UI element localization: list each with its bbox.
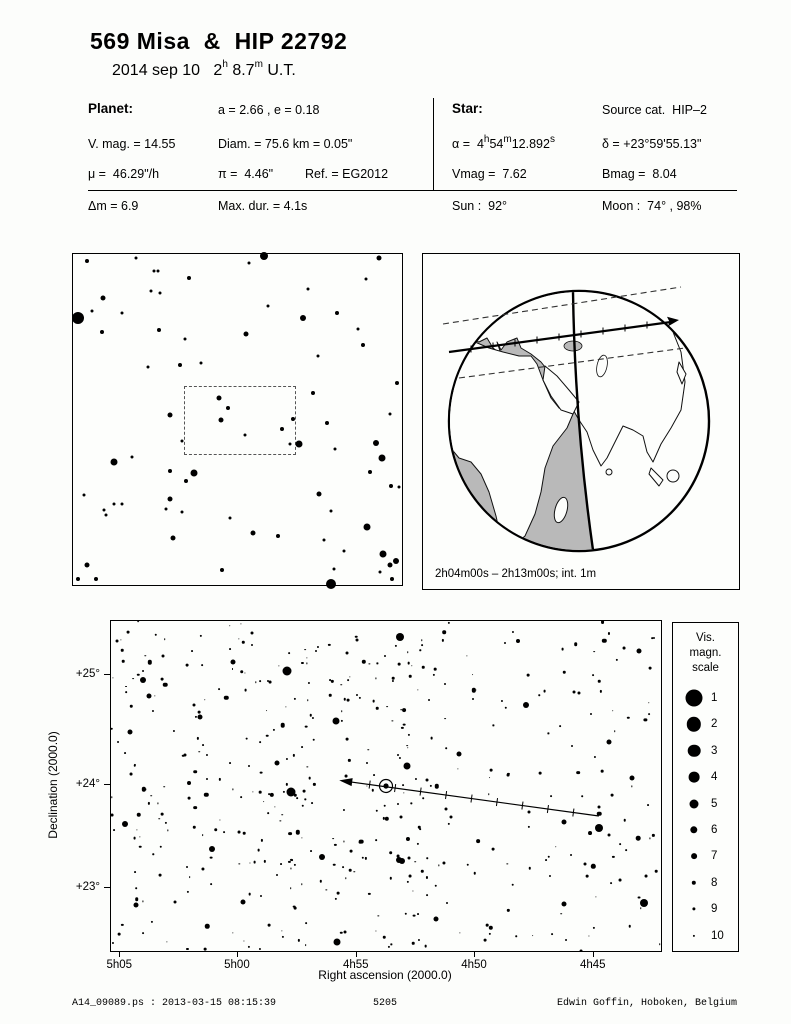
asteroid-track-overlay xyxy=(111,621,661,951)
star-dot xyxy=(326,579,336,589)
magnitude-dot xyxy=(688,745,701,758)
star-dot xyxy=(243,434,246,437)
star-dot xyxy=(387,563,392,568)
borneo-island xyxy=(667,470,679,482)
y-tick-mark xyxy=(104,887,110,888)
black-sea xyxy=(564,341,582,351)
star-dot xyxy=(103,509,106,512)
star-dot xyxy=(229,517,232,520)
magnitude-dot xyxy=(687,717,701,731)
max-duration: Max. dur. = 4.1s xyxy=(218,199,308,213)
star-dot xyxy=(168,469,172,473)
star-dot xyxy=(250,531,255,536)
legend-title: Vis. magn. scale xyxy=(689,632,722,674)
star-dot xyxy=(306,288,309,291)
star-dot xyxy=(389,484,393,488)
y-tick-label: +25° xyxy=(75,668,100,681)
star-dot xyxy=(134,256,137,259)
magnitude-value: 5 xyxy=(711,797,718,810)
britain-island xyxy=(473,290,483,306)
star-dot xyxy=(101,295,106,300)
magnitude-value: 9 xyxy=(711,903,718,916)
y-tick-mark xyxy=(104,784,110,785)
y-tick-label: +23° xyxy=(75,880,100,893)
magnitude-value: 7 xyxy=(711,850,718,863)
star-dot xyxy=(149,289,152,292)
star-dot xyxy=(335,311,339,315)
star-dot xyxy=(291,417,295,421)
star-dot xyxy=(373,440,379,446)
star-dot xyxy=(395,381,399,385)
detail-area-marker xyxy=(184,386,296,455)
star-dot xyxy=(323,538,326,541)
globe-panel xyxy=(422,253,740,590)
finder-field xyxy=(72,253,403,586)
magnitude-value: 4 xyxy=(711,771,718,784)
star-dot xyxy=(398,486,401,489)
star-dot xyxy=(199,361,202,364)
star-dot xyxy=(187,276,191,280)
hour-superscript: h xyxy=(222,59,228,70)
table-vertical-divider xyxy=(433,98,434,191)
star-dot xyxy=(180,511,183,514)
star-dot xyxy=(220,568,224,572)
x-tick-mark xyxy=(474,951,475,957)
star-dot xyxy=(316,354,319,357)
star-dot xyxy=(153,269,156,272)
sri-lanka-island xyxy=(606,469,612,475)
footer-page-number: 5205 xyxy=(372,998,397,1009)
star-dot xyxy=(85,259,89,263)
star-dot xyxy=(280,427,284,431)
star-dot xyxy=(276,534,280,538)
planet-orbit-elements: a = 2.66 , e = 0.18 xyxy=(218,103,320,117)
star-dot xyxy=(260,252,268,260)
star-dot xyxy=(180,439,183,442)
star-dot xyxy=(191,470,198,477)
planet-section-label: Planet: xyxy=(88,101,134,116)
magnitude-value: 10 xyxy=(711,929,724,942)
star-dot xyxy=(113,502,116,505)
x-tick-label: 4h45 xyxy=(580,959,606,971)
star-dot xyxy=(288,442,291,445)
star-dot xyxy=(332,568,335,571)
star-dot xyxy=(226,406,230,410)
magnitude-dot xyxy=(686,690,703,707)
x-tick-mark xyxy=(593,951,594,957)
star-dot xyxy=(84,563,89,568)
magnitude-dot xyxy=(693,935,695,937)
star-dot xyxy=(157,269,160,272)
star-dot xyxy=(171,535,176,540)
magnitude-dot xyxy=(689,772,700,783)
star-vmag: Vmag = 7.62 xyxy=(452,167,527,181)
page-title: 569 Misa & HIP 22792 xyxy=(90,28,348,54)
star-dot xyxy=(100,330,104,334)
planet-proper-motion: μ = 46.29"/h xyxy=(88,167,160,181)
x-tick-label: 5h00 xyxy=(224,959,250,971)
star-dot xyxy=(342,549,345,552)
star-source-catalog: Source cat. HIP–2 xyxy=(602,103,707,117)
star-dot xyxy=(300,315,306,321)
star-bmag: Bmag = 8.04 xyxy=(602,167,677,181)
star-dot xyxy=(311,391,315,395)
visibility-window-caption: 2h04m00s – 2h13m00s; int. 1m xyxy=(435,568,597,580)
event-datetime: 2014 sep 10 2$^h$ 8.7$^m$ U.T. xyxy=(112,59,296,79)
magnitude-dot xyxy=(690,799,699,808)
star-dot xyxy=(379,550,386,557)
planet-vmag: V. mag. = 14.55 xyxy=(88,137,176,151)
star-dot xyxy=(146,365,149,368)
star-dot xyxy=(131,455,134,458)
x-tick-label: 4h50 xyxy=(461,959,487,971)
star-dot xyxy=(244,331,249,336)
magnitude-dot xyxy=(692,908,695,911)
star-dot xyxy=(121,311,124,314)
star-dot xyxy=(184,338,187,341)
star-dot xyxy=(325,421,329,425)
star-dot xyxy=(219,418,224,423)
star-dot xyxy=(158,291,161,294)
star-dot xyxy=(94,577,98,581)
star-dot xyxy=(157,328,161,332)
star-dot xyxy=(266,304,269,307)
star-section-label: Star: xyxy=(452,101,483,116)
star-dot xyxy=(393,558,399,564)
star-dot xyxy=(178,363,182,367)
star-dot xyxy=(91,309,94,312)
star-dot xyxy=(356,328,359,331)
star-dot xyxy=(104,514,107,517)
star-dot xyxy=(72,312,84,324)
star-dot xyxy=(168,413,173,418)
star-dot xyxy=(82,493,85,496)
star-dot xyxy=(317,491,322,496)
planet-diameter: Diam. = 75.6 km = 0.05" xyxy=(218,137,353,151)
magnitude-dot xyxy=(692,881,696,885)
magnitude-value: 6 xyxy=(711,824,718,836)
star-dot xyxy=(165,508,168,511)
magnitude-value: 8 xyxy=(711,876,718,889)
y-tick-label: +24° xyxy=(75,778,100,791)
minute-superscript: m xyxy=(254,59,263,70)
table-horizontal-divider xyxy=(88,190,737,191)
y-tick-mark xyxy=(104,674,110,675)
star-dot xyxy=(168,497,173,502)
star-ra: α = 4$^h$54$^m$12.892$^s$ xyxy=(452,134,555,151)
star-dot xyxy=(334,447,337,450)
planet-parallax: π = 4.46" xyxy=(218,167,274,181)
star-dot xyxy=(378,571,381,574)
magnitude-scale-legend xyxy=(672,622,739,952)
moon-distance-illumination: Moon : 74° , 98% xyxy=(602,199,702,213)
magnitude-drop: Δm = 6.9 xyxy=(88,199,139,213)
event-date: 2014 sep 10 xyxy=(112,62,214,79)
x-tick-mark xyxy=(119,951,120,957)
star-dot xyxy=(388,413,391,416)
magnitude-value: 3 xyxy=(711,744,718,757)
footer-author: Edwin Goffin, Hoboken, Belgium xyxy=(556,998,737,1009)
star-dot xyxy=(368,470,372,474)
earth-globe-map xyxy=(423,254,739,589)
star-dot xyxy=(216,395,221,400)
y-axis-label: Declination (2000.0) xyxy=(46,731,60,839)
sun-distance: Sun : 92° xyxy=(452,199,508,213)
footer-filename-timestamp: A14_09089.ps : 2013-03-15 08:15:39 xyxy=(72,998,277,1009)
magnitude-value: 2 xyxy=(711,718,718,731)
x-tick-mark xyxy=(356,951,357,957)
star-dot xyxy=(364,524,371,531)
x-tick-mark xyxy=(237,951,238,957)
star-dot xyxy=(330,509,333,512)
star-dot xyxy=(379,454,386,461)
planet-reference: Ref. = EG2012 xyxy=(305,167,389,181)
x-tick-label: 5h05 xyxy=(106,959,133,971)
star-dot xyxy=(390,577,394,581)
star-dot xyxy=(296,440,303,447)
star-dot xyxy=(376,255,381,260)
star-dec: δ = +23°59'55.13" xyxy=(602,137,702,151)
x-tick-label: 4h55 xyxy=(342,959,369,971)
star-dot xyxy=(184,479,188,483)
star-dot xyxy=(364,278,367,281)
star-dot xyxy=(248,261,251,264)
magnitude-value: 1 xyxy=(711,692,718,704)
x-axis-label: Right ascension (2000.0) xyxy=(318,968,452,982)
target-star xyxy=(383,783,388,788)
detail-chart xyxy=(75,620,662,971)
magnitude-dot xyxy=(690,826,697,833)
magnitude-dot xyxy=(691,853,697,859)
star-dot xyxy=(76,577,80,581)
star-dot xyxy=(121,503,124,506)
star-dot xyxy=(361,343,365,347)
star-dot xyxy=(111,458,118,465)
